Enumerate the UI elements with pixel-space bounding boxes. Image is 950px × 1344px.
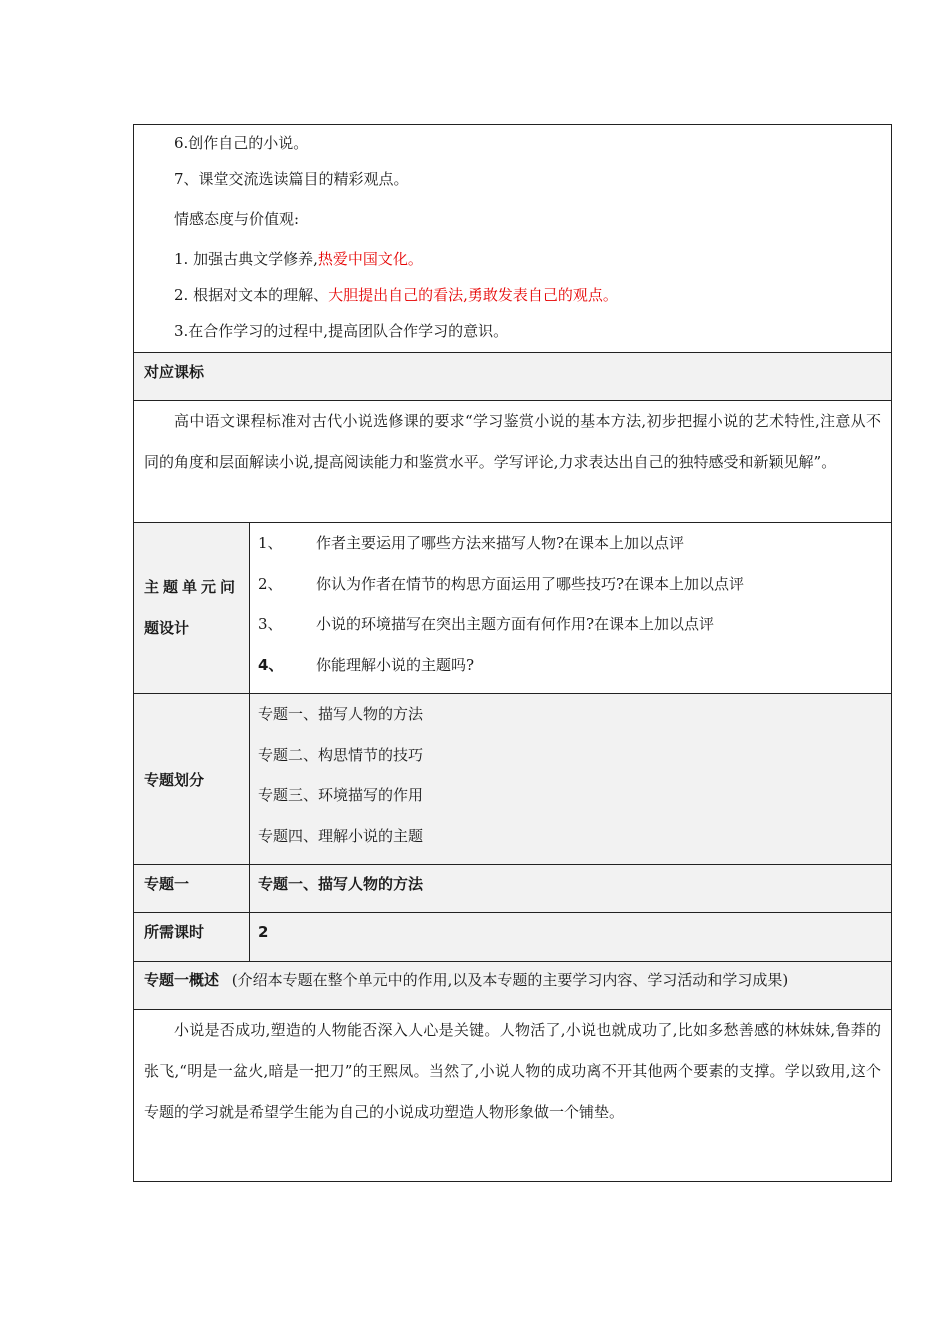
- topic1-value-cell: [250, 865, 892, 913]
- hours-value-cell: [250, 913, 892, 962]
- hours-value: 2: [258, 923, 269, 941]
- topic-item-1: 专题一、描写人物的方法: [258, 705, 424, 723]
- question-2-text: 你认为作者在情节的构思方面运用了哪些技巧?在课本上加以点评: [316, 574, 745, 593]
- question-1-text: 作者主要运用了哪些方法来描写人物?在课本上加以点评: [316, 534, 685, 552]
- standards-text-row: [134, 401, 892, 523]
- question-4-text: 你能理解小说的主题吗?: [316, 655, 475, 674]
- standards-text: 高中语文课程标准对古代小说选修课的要求“学习鉴赏小说的基本方法,初步把握小说的艺术特性,注意从不同的角度和层面解读小说,提高阅读能力和鉴赏水平。学写评论,力求表达出自己的独特感受和新颖见解”。: [144, 412, 881, 471]
- hours-row: [134, 913, 892, 962]
- topic-item-3: 专题三、环境描写的作用: [258, 786, 424, 804]
- unit-questions-label-2: 题设计: [144, 619, 190, 637]
- emotion-item-3: 3.在合作学习的过程中,提高团队合作学习的意识。: [174, 322, 509, 340]
- overview-hint: (介绍本专题在整个单元中的作用,以及本专题的主要学习内容、学习活动和学习成果): [231, 971, 789, 989]
- standards-label-row: [134, 353, 892, 401]
- question-2-number: 2、: [258, 574, 283, 593]
- emotion-heading: 情感态度与价值观:: [174, 210, 300, 228]
- topics-list-cell: [250, 694, 892, 865]
- standards-text-cell: [134, 401, 892, 523]
- unit-questions-label-cell: [134, 523, 250, 694]
- overview-heading: [134, 962, 891, 998]
- unit-questions-label-1: 主题单元问: [144, 578, 240, 596]
- overview-label-cell: [134, 962, 892, 1010]
- emotion-item-2: [174, 277, 891, 313]
- question-1: [250, 523, 891, 564]
- objective-6: 6.创作自己的小说。: [174, 134, 309, 152]
- question-3-text: 小说的环境描写在突出主题方面有何作用?在课本上加以点评: [316, 615, 715, 633]
- overview-text: 小说是否成功,塑造的人物能否深入人心是关键。人物活了,小说也就成功了,比如多愁善感的林妹妹,鲁莽的张飞,“明是一盆火,暗是一把刀”的王熙凤。当然了,小说人物的成功离不开其他两个要素的支撑。学以致用,这个专题的学习就是希望学生能为自己的小说成功塑造人物形象做一个铺垫。: [144, 1021, 881, 1121]
- objectives-cell: [134, 125, 892, 353]
- hours-label-cell: [134, 913, 250, 962]
- emotion-item-2-text: 2. 根据对文本的理解、: [174, 286, 329, 304]
- objectives-row: [134, 125, 892, 353]
- topic1-value: 专题一、描写人物的方法: [258, 875, 424, 893]
- question-2: [250, 564, 891, 605]
- unit-questions-list-cell: [250, 523, 892, 694]
- overview-label-row: [134, 962, 892, 1010]
- emotion-item-1: [174, 241, 891, 277]
- overview-text-cell: [134, 1010, 892, 1182]
- emotion-item-2-highlight: 大胆提出自己的看法,勇敢发表自己的观点。: [328, 286, 618, 304]
- emotion-item-1-text: 1. 加强古典文学修养,: [174, 250, 318, 268]
- topics-row: [134, 694, 892, 865]
- topics-label-cell: [134, 694, 250, 865]
- topic1-label-cell: [134, 865, 250, 913]
- question-4: [250, 645, 891, 686]
- lesson-plan-table: [133, 124, 892, 1182]
- objective-7: 7、课堂交流选读篇目的精彩观点。: [174, 170, 409, 188]
- hours-label: 所需课时: [144, 923, 205, 941]
- topic1-label: 专题一: [144, 875, 190, 893]
- topic1-row: [134, 865, 892, 913]
- emotion-item-1-highlight: 热爱中国文化。: [317, 250, 423, 268]
- question-3-number: 3、: [258, 615, 283, 633]
- unit-questions-row: [134, 523, 892, 694]
- standards-label-cell: [134, 353, 892, 401]
- question-4-number: 4、: [258, 655, 284, 674]
- question-3: [250, 604, 891, 645]
- overview-text-row: [134, 1010, 892, 1182]
- topic-item-2: 专题二、构思情节的技巧: [258, 745, 424, 764]
- overview-label: 专题一概述: [144, 971, 220, 989]
- topics-label: 专题划分: [144, 770, 205, 789]
- topic-item-4: 专题四、理解小说的主题: [258, 826, 424, 845]
- standards-label: 对应课标: [144, 363, 205, 381]
- question-1-number: 1、: [258, 534, 283, 552]
